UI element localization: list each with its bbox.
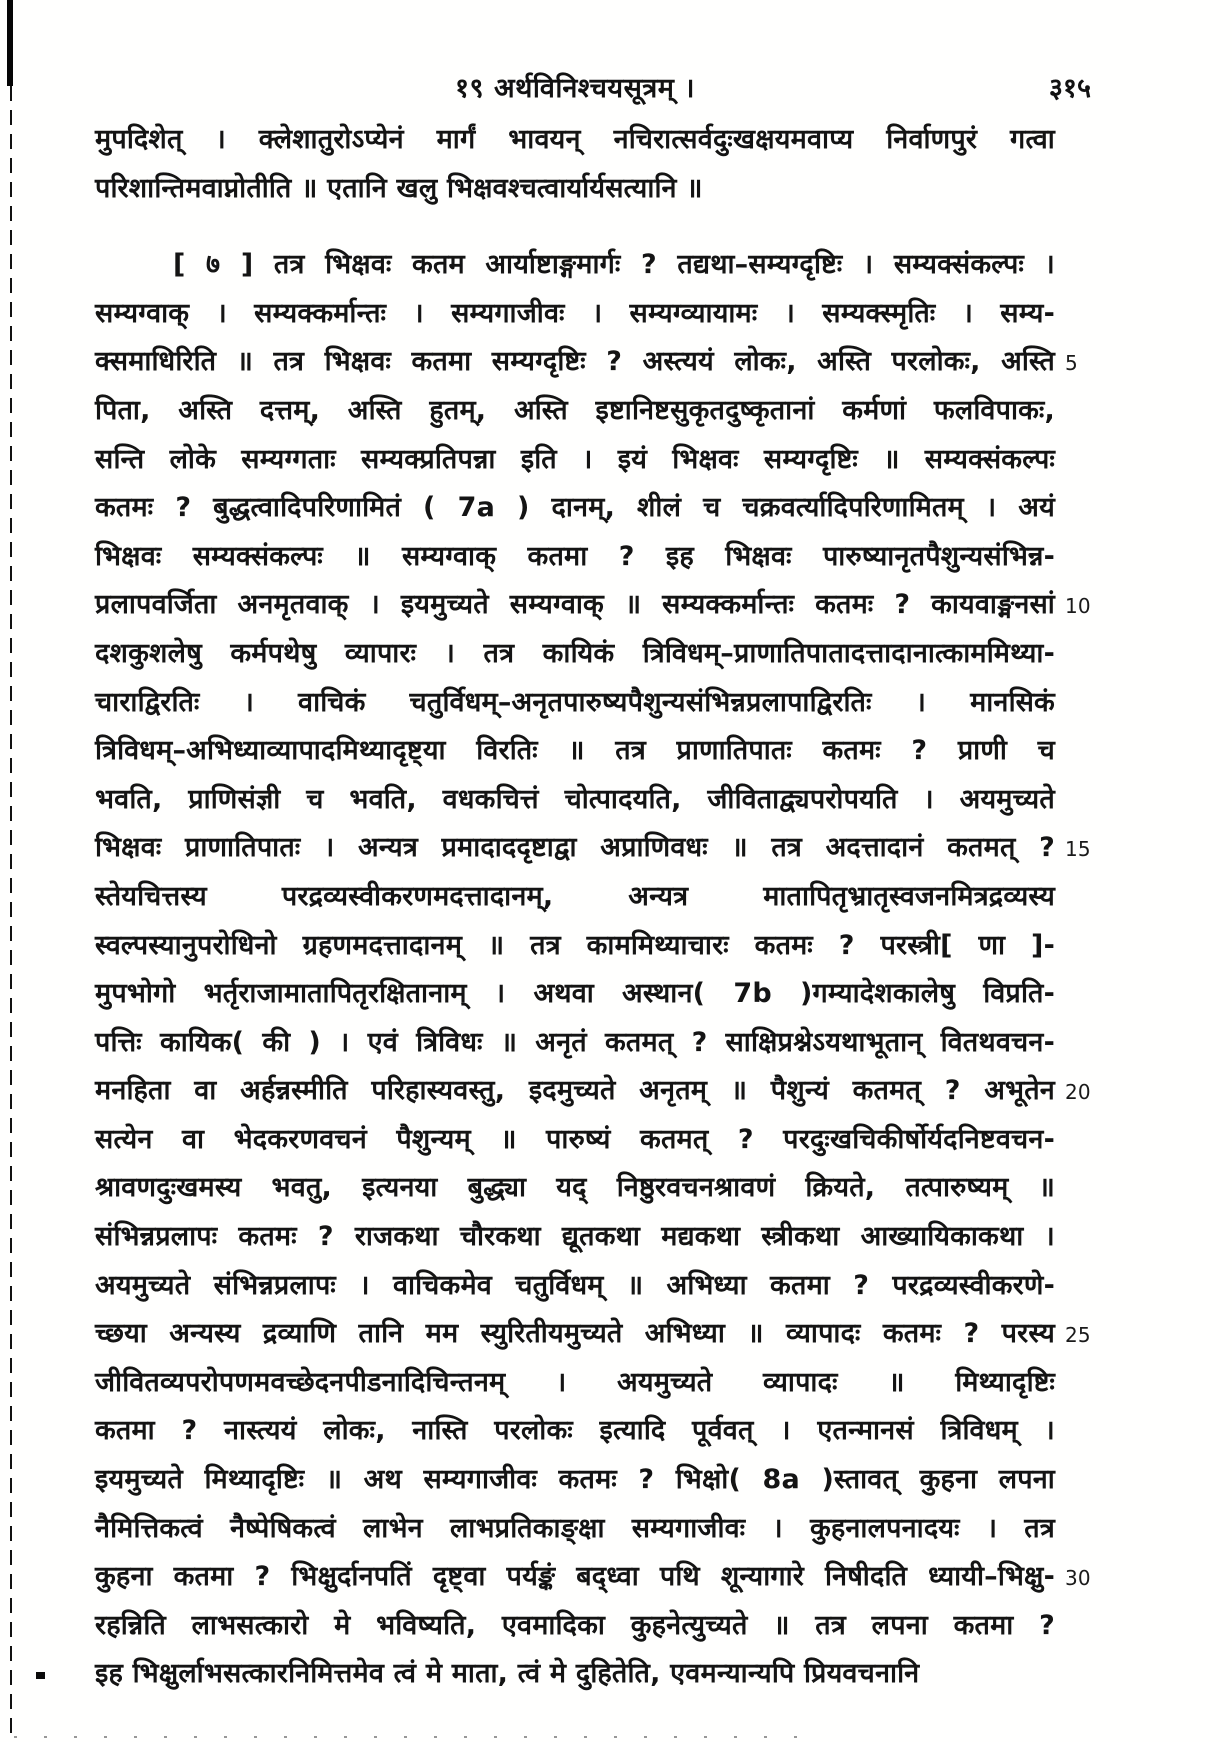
running-header <box>95 68 1091 114</box>
text-line-content: कतमा ? नास्त्ययं लोकः, नास्ति परलोकः इत्यादि पूर्ववत् । एतन्मानसं त्रिविधम् । <box>95 1415 1055 1447</box>
paragraph-section-7-aryashtanga-marga <box>95 241 1091 1699</box>
text-line-content: सम्यग्वाक् । सम्यक्कर्मान्तः । सम्यगाजीवः । सम्यग्व्यायामः । सम्यक्स्मृतिः । सम्य- <box>95 297 1055 329</box>
text-line <box>95 484 1055 533</box>
margin-line-number: 20 <box>1065 1080 1091 1105</box>
page-number: ३१५ <box>1048 73 1091 104</box>
text-line <box>95 165 1055 214</box>
text-line-content: चाराद्विरतिः । वाचिकं चतुर्विधम्–अनृतपारुष्यपैशुन्यसंभिन्नप्रलापाद्विरतिः । मानसिकं <box>95 686 1055 718</box>
text-line-content: सत्येन वा भेदकरणवचनं पैशुन्यम् ॥ पारुष्यं कतमत् ? परदुःखचिकीर्षोर्यदनिष्टवचन- <box>95 1123 1055 1155</box>
paragraph-closing-paragraph <box>95 116 1055 213</box>
text-line-content: प्रलापवर्जिता अनमृतवाक् । इयमुच्यते सम्यग्वाक् ॥ सम्यक्कर्मान्तः कतमः ? कायवाङ्मनसां <box>95 589 1055 621</box>
text-line-content: त्रिविधम्–अभिध्याव्यापादमिथ्यादृष्ट्या विरतिः ॥ तत्र प्राणातिपातः कतमः ? प्राणी च <box>95 735 1055 767</box>
text-line-content: भिक्षवः सम्यक्संकल्पः ॥ सम्यग्वाक् कतमा ? इह भिक्षवः पारुष्यानृतपैशुन्यसंभिन्न- <box>95 540 1055 572</box>
text-line <box>95 630 1055 679</box>
text-line <box>95 1067 1091 1116</box>
text-line <box>95 970 1055 1019</box>
text-line-content: पत्तिः कायिक( की ) । एवं त्रिविधः ॥ अनृतं कतमत् ? साक्षिप्रश्नेऽयथाभूतान् वितथवचन- <box>95 1026 1055 1058</box>
text-line <box>95 1164 1055 1213</box>
text-line <box>95 727 1055 776</box>
text-line <box>95 338 1078 387</box>
text-line <box>95 1019 1055 1068</box>
text-line <box>95 1602 1055 1651</box>
text-line-content: नैमित्तिकत्वं नैष्पेषिकत्वं लाभेन लाभप्रतिकाङ्क्षा सम्यगाजीवः । कुहनालपनादयः । तत्र <box>95 1512 1055 1544</box>
text-line <box>95 679 1055 728</box>
margin-line-number: 5 <box>1065 351 1078 376</box>
text-line-content: भिक्षवः प्राणातिपातः । अन्यत्र प्रमादाददृष्टाद्वा अप्राणिवधः ॥ तत्र अदत्तादानं कतमत् ? <box>95 832 1055 864</box>
text-line <box>95 436 1055 485</box>
text-line <box>95 776 1055 825</box>
text-line <box>95 1310 1091 1359</box>
scan-artifact-bottom-dots <box>14 1736 804 1738</box>
text-line <box>95 1116 1055 1165</box>
text-line-content: इह भिक्षुर्लाभसत्कारनिमित्तमेव त्वं मे माता, त्वं मे दुहितेति, एवमन्यान्यपि प्रियवचनानि <box>95 1658 920 1690</box>
text-line <box>95 1553 1091 1602</box>
text-line-content: श्रावणदुःखमस्य भवतु, इत्यनया बुद्ध्या यद् निष्ठुरवचनश्रावणं क्रियते, तत्पारुष्यम् ॥ <box>95 1172 1055 1204</box>
text-line <box>95 873 1055 922</box>
margin-line-number: 30 <box>1065 1566 1091 1591</box>
text-line-content: स्वल्पस्यानुपरोधिनो ग्रहणमदत्तादानम् ॥ तत्र काममिथ्याचारः कतमः ? परस्त्री[ णा ]- <box>95 929 1055 961</box>
text-line-content: मनहिता वा अर्हन्नस्मीति परिहास्यवस्तु, इदमुच्यते अनृतम् ॥ पैशुन्यं कतमत् ? अभूतेन <box>95 1075 1055 1107</box>
text-line <box>95 1262 1055 1311</box>
scan-artifact-left-edge-thick <box>7 0 13 86</box>
text-line-content: मुपदिशेत् । क्लेशातुरोऽप्येनं मार्गं भावयन् नचिरात्सर्वदुःखक्षयमवाप्य निर्वाणपुरं गत्वा <box>95 124 1055 155</box>
text-line <box>95 1650 1055 1699</box>
text-line-content: भवति, प्राणिसंज्ञी च भवति, वधकचित्तं चोत्पादयति, जीविताद्व्यपरोपयति । अयमुच्यते <box>95 783 1055 815</box>
text-line-content: दशकुशलेषु कर्मपथेषु व्यापारः । तत्र कायिकं त्रिविधम्–प्राणातिपातादत्तादानात्काममिथ्या- <box>95 637 1055 669</box>
text-block <box>95 116 1091 1699</box>
text-line-content: अयमुच्यते संभिन्नप्रलापः । वाचिकमेव चतुर्विधम् ॥ अभिध्या कतमा ? परद्रव्यस्वीकरणे- <box>95 1269 1055 1301</box>
text-line-content: पिता, अस्ति दत्तम्, अस्ति हुतम्, अस्ति इष्टानिष्टसुकृतदुष्कृतानां कर्मणां फलविपाकः, <box>95 394 1055 426</box>
text-line <box>95 1456 1055 1505</box>
scan-artifact-left-edge-dashed-line <box>10 86 12 1736</box>
text-line-content: क्समाधिरिति ॥ तत्र भिक्षवः कतमा सम्यग्दृष्टिः ? अस्त्ययं लोकः, अस्ति परलोकः, अस्ति <box>95 346 1055 378</box>
text-line <box>95 1359 1055 1408</box>
text-line <box>95 1407 1055 1456</box>
text-line-content: सन्ति लोके सम्यग्गताः सम्यक्प्रतिपन्ना इति । इयं भिक्षवः सम्यग्दृष्टिः ॥ सम्यक्संकल्पः <box>95 443 1055 475</box>
margin-line-number: 25 <box>1065 1323 1091 1348</box>
text-line-content: परिशान्तिमवाप्नोतीति ॥ एतानि खलु भिक्षवश्चत्वार्यार्यसत्यानि ॥ <box>95 172 703 204</box>
scan-artifact-ink-blob <box>36 1672 45 1679</box>
text-line <box>95 1505 1055 1554</box>
text-line <box>95 387 1055 436</box>
margin-line-number: 15 <box>1065 837 1091 862</box>
text-line-content: च्छया अन्यस्य द्रव्याणि तानि मम स्युरितीयमुच्यते अभिध्या ॥ व्यापादः कतमः ? परस्य <box>95 1318 1055 1350</box>
text-line <box>95 922 1055 971</box>
text-line-content: रहन्निति लाभसत्कारो मे भविष्यति, एवमादिका कुहनेत्युच्यते ॥ तत्र लपना कतमा ? <box>95 1609 1055 1641</box>
margin-line-number: 10 <box>1065 594 1091 619</box>
text-line-content: [ ७ ] तत्र भिक्षवः कतम आर्याष्टाङ्गमार्गः ? तद्यथा–सम्यग्दृष्टिः । सम्यक्संकल्पः । <box>173 249 1055 281</box>
text-line <box>95 581 1091 630</box>
text-line-content: स्तेयचित्तस्य परद्रव्यस्वीकरणमदत्तादानम्, अन्यत्र मातापितृभ्रातृस्वजनमित्रद्रव्यस्य <box>95 880 1055 912</box>
text-line <box>95 824 1091 873</box>
text-line <box>95 241 1055 290</box>
text-line-content: इयमुच्यते मिथ्यादृष्टिः ॥ अथ सम्यगाजीवः कतमः ? भिक्षो( 8a )स्तावत् कुहना लपना <box>95 1464 1055 1496</box>
text-line <box>95 290 1055 339</box>
text-line-content: मुपभोगो भर्तृराजामातापितृरक्षितानाम् । अथवा अस्थान( 7b )गम्यादेशकालेषु विप्रति- <box>95 978 1055 1010</box>
running-title: १९ अर्थविनिश्चयसूत्रम् । <box>454 73 696 104</box>
text-line-content: जीवितव्यपरोपणमवच्छेदनपीडनादिचिन्तनम् । अयमुच्यते व्यापादः ॥ मिथ्यादृष्टिः <box>95 1366 1055 1398</box>
text-line <box>95 533 1055 582</box>
text-line-content: कुहना कतमा ? भिक्षुर्दानपतिं दृष्ट्वा पर्यङ्कं बद्ध्वा पथि शून्यागारे निषीदति ध्यायी–भिक्षु- <box>95 1561 1055 1593</box>
text-line <box>95 1213 1055 1262</box>
text-line-content: संभिन्नप्रलापः कतमः ? राजकथा चौरकथा द्यूतकथा मद्यकथा स्त्रीकथा आख्यायिकाकथा । <box>95 1221 1055 1253</box>
text-line <box>95 116 1055 165</box>
text-line-content: कतमः ? बुद्धत्वादिपरिणामितं ( 7a ) दानम्, शीलं च चक्रवर्त्यादिपरिणामितम् । अयं <box>95 492 1055 524</box>
